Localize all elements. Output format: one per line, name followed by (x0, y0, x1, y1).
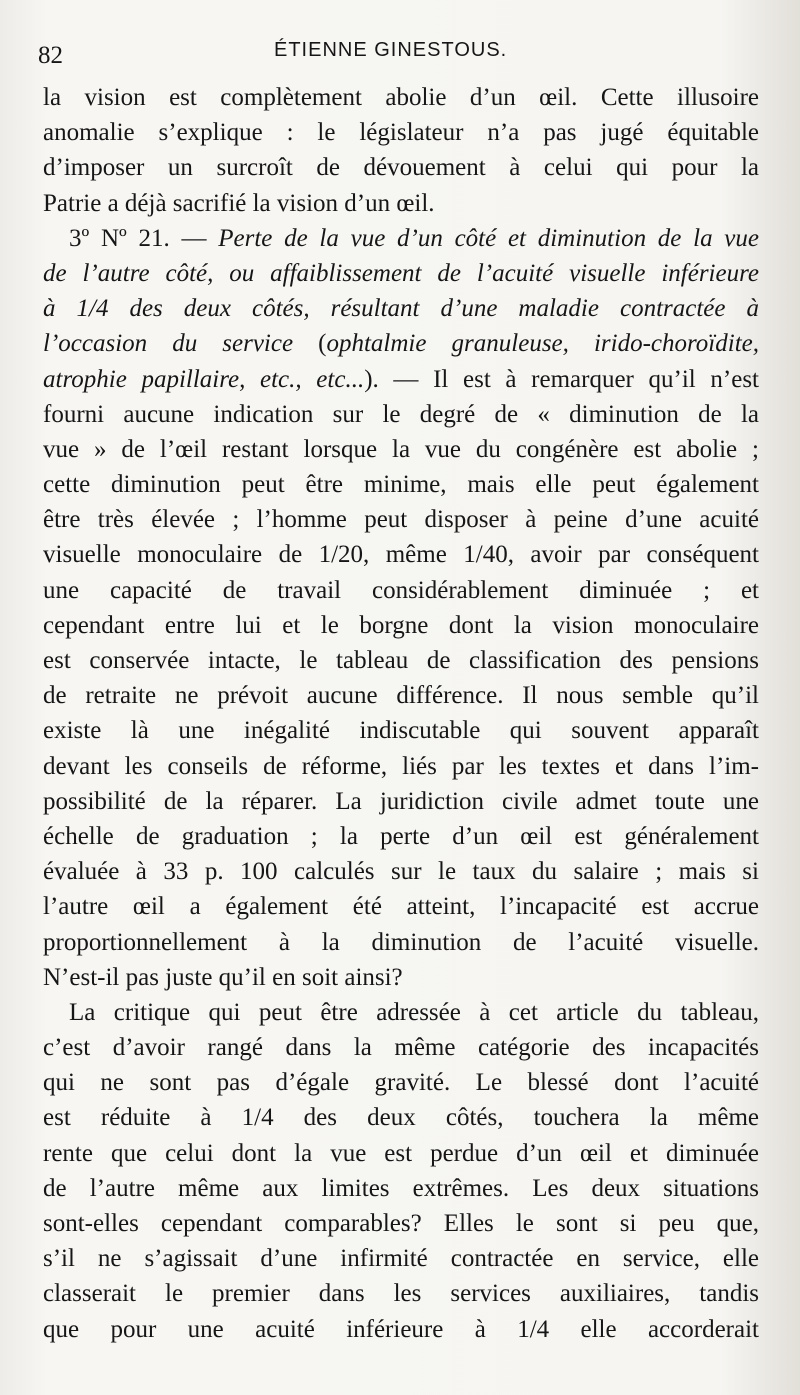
text-line (43, 1136, 759, 1171)
italic-text: à 1/4 des deux côtés, résultant d’une maladie contractée à (43, 295, 759, 323)
text-line (43, 502, 759, 537)
text-line (43, 1065, 759, 1100)
text-line (43, 960, 759, 995)
text-run: être très élevée ; l’homme peut disposer à peine d’une acuité (43, 506, 759, 534)
text-line (43, 467, 759, 502)
text-run: une capacité de travail considérablement diminuée ; et (43, 576, 759, 604)
text-line (43, 889, 759, 924)
text-line (43, 80, 759, 115)
text-run: de l’autre même aux limites extrêmes. Les deux situations (43, 1174, 759, 1202)
text-line (43, 537, 759, 572)
text-line (43, 1030, 759, 1065)
text-line (43, 925, 759, 960)
text-line (43, 1171, 759, 1206)
italic-text: ophtalmie granuleuse, irido-choroïdite, (326, 330, 759, 358)
text-run: fourni aucune indication sur le degré de « diminution de la (43, 400, 759, 428)
text-run: s’il ne s’agissait d’une infirmité contractée en service, elle (43, 1245, 759, 1273)
text-line (43, 608, 759, 643)
text-line (43, 256, 759, 291)
text-line (43, 362, 759, 397)
text-line (43, 854, 759, 889)
text-run: cependant entre lui et le borgne dont la vision monoculaire (43, 611, 759, 639)
text-line (43, 326, 759, 361)
text-line (43, 150, 759, 185)
text-run: c’est d’avoir rangé dans la même catégorie des incapacités (43, 1034, 759, 1062)
text-line (43, 1276, 759, 1311)
text-line (43, 1206, 759, 1241)
text-run: classerait le premier dans les services auxiliaires, tandis (43, 1280, 759, 1308)
italic-text: l’occasion du service (43, 330, 294, 358)
text-run: vue » de l’œil restant lorsque la vue du congénère est abolie ; (43, 435, 759, 463)
text-run: évaluée à 33 p. 100 calculés sur le taux du salaire ; mais si (43, 858, 759, 886)
text-run: la vision est complètement abolie d’un œil. Cette illusoire (43, 84, 759, 111)
text-line (43, 186, 759, 221)
text-run: est réduite à 1/4 des deux côtés, touchera la même (43, 1104, 759, 1132)
page-number: 82 (38, 42, 63, 69)
italic-text: de l’autre côté, ou affaiblissement de l’acuité visuelle inférieure (43, 259, 759, 287)
text-run: sont-elles cependant comparables? Elles le sont si peu que, (43, 1210, 759, 1237)
text-run: rente que celui dont la vue est perdue d’un œil et diminuée (43, 1139, 759, 1167)
text-line (43, 1100, 759, 1135)
text-run: possibilité de la réparer. La juridiction civile admet toute une (43, 787, 759, 815)
text-run: visuelle monoculaire de 1/20, même 1/40, avoir par conséquent (43, 541, 759, 569)
text-line (43, 678, 759, 713)
text-run: proportionnellement à la diminution de l’acuité visuelle. (43, 928, 759, 956)
text-run: N’est-il pas juste qu’il en soit ainsi? (43, 963, 403, 991)
text-run: d’imposer un surcroît de dévouement à celui qui pour la (43, 154, 759, 182)
text-run: existe là une inégalité indiscutable qui souvent apparaît (43, 717, 759, 745)
text-run: de retraite ne prévoit aucune différence. Il nous semble qu’il (43, 682, 759, 710)
text-line (43, 1241, 759, 1276)
text-run: est conservée intacte, le tableau de classification des pensions (43, 647, 759, 674)
text-line (43, 221, 759, 256)
text-run: ( (293, 330, 327, 358)
text-run: cette diminution peut être minime, mais elle peut également (43, 471, 759, 499)
text-run: anomalie s’explique : le législateur n’a pas jugé équitable (43, 119, 759, 147)
text-run: Patrie a déjà sacrifié la vision d’un œil. (43, 189, 435, 217)
text-line (43, 397, 759, 432)
text-line (43, 115, 759, 150)
text-line (43, 713, 759, 748)
page-header (38, 34, 758, 74)
text-run: échelle de graduation ; la perte d’un œil est généralement (43, 822, 759, 850)
text-run: 3º Nº 21. — (69, 224, 219, 252)
text-line (43, 819, 759, 854)
text-run: qui ne sont pas d’égale gravité. Le blessé dont l’acuité (43, 1069, 759, 1097)
text-run: l’autre œil a également été atteint, l’incapacité est accrue (43, 893, 759, 921)
text-line (43, 995, 759, 1030)
text-line (43, 643, 759, 678)
text-line (43, 573, 759, 608)
text-run: que pour une acuité inférieure à 1/4 elle accorderait (43, 1315, 759, 1343)
text-line (43, 749, 759, 784)
text-line (43, 1312, 759, 1347)
text-run: devant les conseils de réforme, liés par les textes et dans l’im- (43, 752, 759, 780)
text-line (43, 291, 759, 326)
text-line (43, 432, 759, 467)
body-text (43, 80, 759, 1347)
italic-text: Perte de la vue d’un côté et diminution de la vue (218, 224, 759, 252)
running-head: ÉTIENNE GINESTOUS. (274, 39, 508, 61)
italic-text: atrophie papillaire, etc., etc... (43, 365, 365, 393)
text-run: ). — Il est à remarquer qu’il n’est (364, 365, 759, 393)
text-line (43, 784, 759, 819)
text-run: La critique qui peut être adressée à cet article du tableau, (69, 998, 759, 1026)
